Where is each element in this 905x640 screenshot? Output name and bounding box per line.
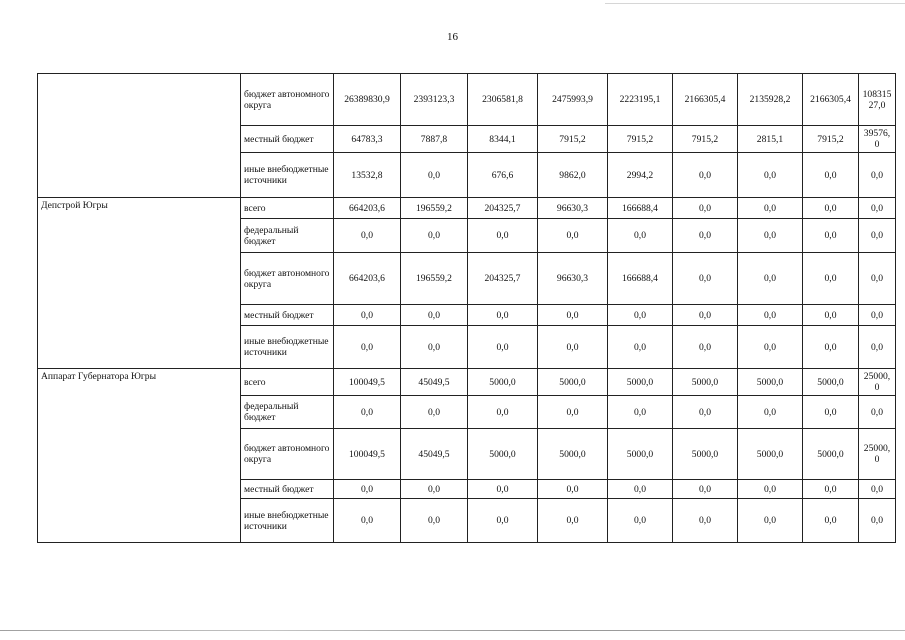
amount-cell: 5000,0 xyxy=(608,369,673,396)
amount-cell: 0,0 xyxy=(468,499,538,543)
amount-cell: 0,0 xyxy=(608,305,673,326)
amount-cell: 0,0 xyxy=(859,253,896,305)
amount-cell: 5000,0 xyxy=(738,429,803,480)
amount-cell: 25000,0 xyxy=(859,369,896,396)
funding-source-cell: всего xyxy=(241,198,334,219)
amount-cell: 0,0 xyxy=(859,499,896,543)
funding-source-cell: иные внебюджетные источники xyxy=(241,153,334,198)
scan-artifact-bottom xyxy=(0,630,905,631)
responsible-executor-cell xyxy=(38,74,241,198)
amount-cell: 2475993,9 xyxy=(538,74,608,126)
funding-source-cell: федеральный бюджет xyxy=(241,219,334,253)
amount-cell: 0,0 xyxy=(673,305,738,326)
amount-cell: 0,0 xyxy=(738,499,803,543)
table-row xyxy=(38,198,896,219)
amount-cell: 0,0 xyxy=(673,153,738,198)
amount-cell: 100049,5 xyxy=(334,429,401,480)
funding-source-cell: федеральный бюджет xyxy=(241,396,334,429)
amount-cell: 0,0 xyxy=(803,198,859,219)
amount-cell: 0,0 xyxy=(401,326,468,369)
amount-cell: 0,0 xyxy=(859,153,896,198)
amount-cell: 2223195,1 xyxy=(608,74,673,126)
funding-source-cell: бюджет автономного округа xyxy=(241,429,334,480)
amount-cell: 5000,0 xyxy=(738,369,803,396)
amount-cell: 0,0 xyxy=(738,326,803,369)
amount-cell: 7915,2 xyxy=(803,126,859,153)
amount-cell: 9862,0 xyxy=(538,153,608,198)
amount-cell: 664203,6 xyxy=(334,253,401,305)
amount-cell: 2815,1 xyxy=(738,126,803,153)
amount-cell: 0,0 xyxy=(803,219,859,253)
funding-source-cell: всего xyxy=(241,369,334,396)
amount-cell: 664203,6 xyxy=(334,198,401,219)
amount-cell: 0,0 xyxy=(538,480,608,499)
amount-cell: 5000,0 xyxy=(803,369,859,396)
funding-source-cell: местный бюджет xyxy=(241,305,334,326)
amount-cell: 0,0 xyxy=(401,480,468,499)
amount-cell: 45049,5 xyxy=(401,369,468,396)
amount-cell: 0,0 xyxy=(803,499,859,543)
amount-cell: 5000,0 xyxy=(673,429,738,480)
amount-cell: 8344,1 xyxy=(468,126,538,153)
amount-cell: 0,0 xyxy=(608,480,673,499)
amount-cell: 0,0 xyxy=(673,499,738,543)
amount-cell: 0,0 xyxy=(803,326,859,369)
amount-cell: 0,0 xyxy=(608,326,673,369)
amount-cell: 0,0 xyxy=(859,305,896,326)
amount-cell: 5000,0 xyxy=(468,429,538,480)
scan-artifact-top xyxy=(605,3,905,4)
amount-cell: 0,0 xyxy=(673,253,738,305)
amount-cell: 0,0 xyxy=(859,480,896,499)
amount-cell: 0,0 xyxy=(538,219,608,253)
amount-cell: 676,6 xyxy=(468,153,538,198)
amount-cell: 0,0 xyxy=(468,219,538,253)
amount-cell: 0,0 xyxy=(608,499,673,543)
amount-cell: 45049,5 xyxy=(401,429,468,480)
amount-cell: 0,0 xyxy=(401,219,468,253)
amount-cell: 0,0 xyxy=(401,499,468,543)
amount-cell: 2393123,3 xyxy=(401,74,468,126)
amount-cell: 0,0 xyxy=(673,198,738,219)
amount-cell: 0,0 xyxy=(334,396,401,429)
funding-source-cell: бюджет автономного округа xyxy=(241,74,334,126)
amount-cell: 7887,8 xyxy=(401,126,468,153)
amount-cell: 0,0 xyxy=(738,305,803,326)
amount-cell: 2135928,2 xyxy=(738,74,803,126)
amount-cell: 196559,2 xyxy=(401,253,468,305)
amount-cell: 0,0 xyxy=(334,326,401,369)
amount-cell: 166688,4 xyxy=(608,198,673,219)
amount-cell: 5000,0 xyxy=(538,369,608,396)
amount-cell: 0,0 xyxy=(538,499,608,543)
amount-cell: 5000,0 xyxy=(608,429,673,480)
funding-source-cell: местный бюджет xyxy=(241,126,334,153)
amount-cell: 2306581,8 xyxy=(468,74,538,126)
amount-cell: 0,0 xyxy=(401,305,468,326)
amount-cell: 0,0 xyxy=(468,480,538,499)
amount-cell: 0,0 xyxy=(334,219,401,253)
amount-cell: 0,0 xyxy=(738,198,803,219)
amount-cell: 7915,2 xyxy=(673,126,738,153)
amount-cell: 0,0 xyxy=(803,153,859,198)
amount-cell: 96630,3 xyxy=(538,253,608,305)
amount-cell: 204325,7 xyxy=(468,198,538,219)
amount-cell: 0,0 xyxy=(738,153,803,198)
amount-cell: 196559,2 xyxy=(401,198,468,219)
amount-cell: 7915,2 xyxy=(608,126,673,153)
amount-cell: 0,0 xyxy=(401,153,468,198)
amount-cell: 0,0 xyxy=(803,396,859,429)
table-row xyxy=(38,74,896,126)
amount-cell: 0,0 xyxy=(538,326,608,369)
amount-cell: 0,0 xyxy=(738,253,803,305)
amount-cell: 0,0 xyxy=(859,396,896,429)
funding-source-cell: иные внебюджетные источники xyxy=(241,499,334,543)
amount-cell: 39576,0 xyxy=(859,126,896,153)
responsible-executor-cell: Депстрой Югры xyxy=(38,198,241,369)
amount-cell: 204325,7 xyxy=(468,253,538,305)
amount-cell: 2166305,4 xyxy=(803,74,859,126)
amount-cell: 7915,2 xyxy=(538,126,608,153)
amount-cell: 64783,3 xyxy=(334,126,401,153)
amount-cell: 5000,0 xyxy=(673,369,738,396)
amount-cell: 0,0 xyxy=(673,480,738,499)
amount-cell: 0,0 xyxy=(803,253,859,305)
amount-cell: 0,0 xyxy=(468,396,538,429)
amount-cell: 0,0 xyxy=(468,326,538,369)
amount-cell: 13532,8 xyxy=(334,153,401,198)
amount-cell: 25000,0 xyxy=(859,429,896,480)
budget-table xyxy=(37,73,896,543)
amount-cell: 0,0 xyxy=(859,219,896,253)
amount-cell: 0,0 xyxy=(608,396,673,429)
amount-cell: 0,0 xyxy=(673,396,738,429)
funding-source-cell: иные внебюджетные источники xyxy=(241,326,334,369)
amount-cell: 0,0 xyxy=(334,305,401,326)
amount-cell: 0,0 xyxy=(803,480,859,499)
amount-cell: 26389830,9 xyxy=(334,74,401,126)
amount-cell: 0,0 xyxy=(673,219,738,253)
amount-cell: 0,0 xyxy=(334,480,401,499)
amount-cell: 0,0 xyxy=(859,198,896,219)
amount-cell: 0,0 xyxy=(738,396,803,429)
amount-cell: 2994,2 xyxy=(608,153,673,198)
amount-cell: 100049,5 xyxy=(334,369,401,396)
amount-cell: 0,0 xyxy=(334,499,401,543)
amount-cell: 0,0 xyxy=(738,219,803,253)
amount-cell: 0,0 xyxy=(468,305,538,326)
funding-source-cell: бюджет автономного округа xyxy=(241,253,334,305)
amount-cell: 0,0 xyxy=(538,396,608,429)
amount-cell: 2166305,4 xyxy=(673,74,738,126)
amount-cell: 0,0 xyxy=(803,305,859,326)
amount-cell: 0,0 xyxy=(538,305,608,326)
amount-cell: 10831527,0 xyxy=(859,74,896,126)
page-number: 16 xyxy=(447,31,458,43)
amount-cell: 5000,0 xyxy=(468,369,538,396)
amount-cell: 0,0 xyxy=(859,326,896,369)
amount-cell: 96630,3 xyxy=(538,198,608,219)
table-row xyxy=(38,369,896,396)
amount-cell: 0,0 xyxy=(401,396,468,429)
amount-cell: 0,0 xyxy=(673,326,738,369)
amount-cell: 5000,0 xyxy=(538,429,608,480)
amount-cell: 166688,4 xyxy=(608,253,673,305)
amount-cell: 0,0 xyxy=(608,219,673,253)
amount-cell: 5000,0 xyxy=(803,429,859,480)
responsible-executor-cell: Аппарат Губернатора Югры xyxy=(38,369,241,543)
amount-cell: 0,0 xyxy=(738,480,803,499)
funding-source-cell: местный бюджет xyxy=(241,480,334,499)
